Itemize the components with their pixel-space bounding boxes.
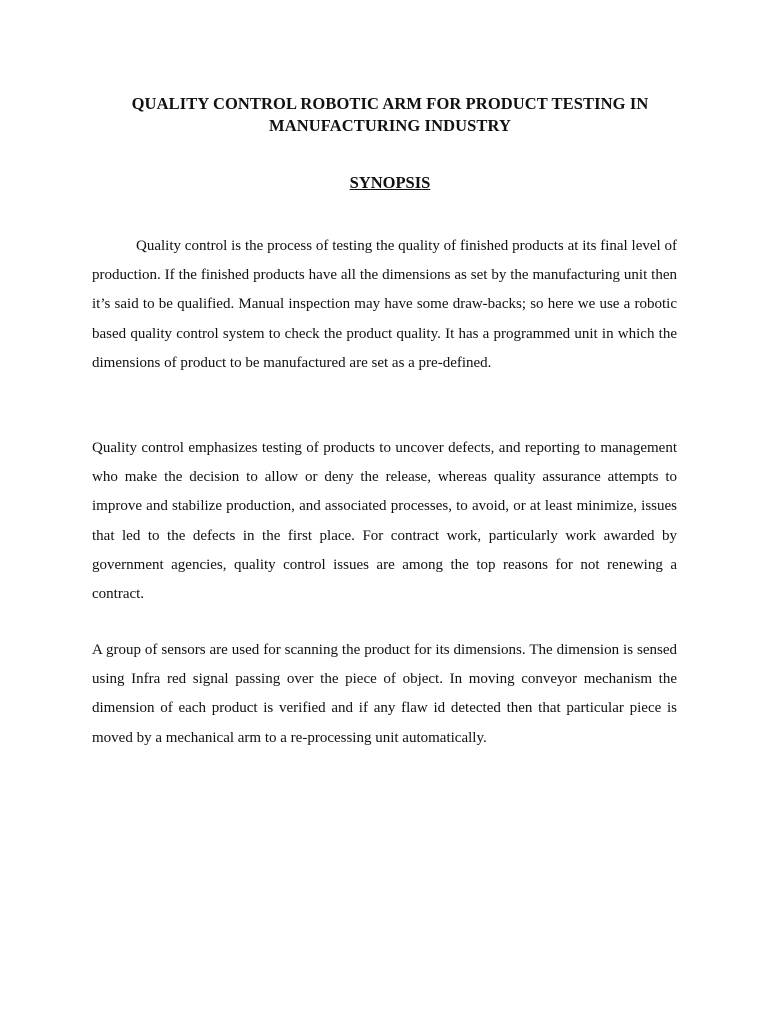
paragraph-2: Quality control emphasizes testing of products to uncover defects, and reporting to management who make the decision to allow or deny the release, whereas quality assurance attempts to improve and stabilize production, and associated processes, to avoid, or at least minimize, issues that led to the defects in the first place. For contract work, particularly work awarded by government agencies, quality control issues are among the top reasons for not renewing a contract.: [92, 440, 677, 603]
document-title: QUALITY CONTROL ROBOTIC ARM FOR PRODUCT TESTING IN MANUFACTURING INDUSTRY: [131, 94, 649, 135]
section-heading: SYNOPSIS: [349, 173, 431, 192]
paragraph-3: A group of sensors are used for scanning the product for its dimensions. The dimension is sensed using Infra red signal passing over the piece of object. In moving conveyor mechanism the dimension of each product is verified and if any flaw id detected then that particular piece is moved by a mechanical arm to a re-processing unit automatically.: [92, 642, 677, 746]
paragraph-1: Quality control is the process of testing the quality of finished products at its final level of production. If the finished products have all the dimensions as set by the manufacturing unit then it’s said to be qualified. Manual inspection may have some draw-backs; so here we use a robotic based quality control system to check the product quality. It has a programmed unit in which the dimensions of product to be manufactured are set as a pre-defined.: [92, 238, 677, 371]
